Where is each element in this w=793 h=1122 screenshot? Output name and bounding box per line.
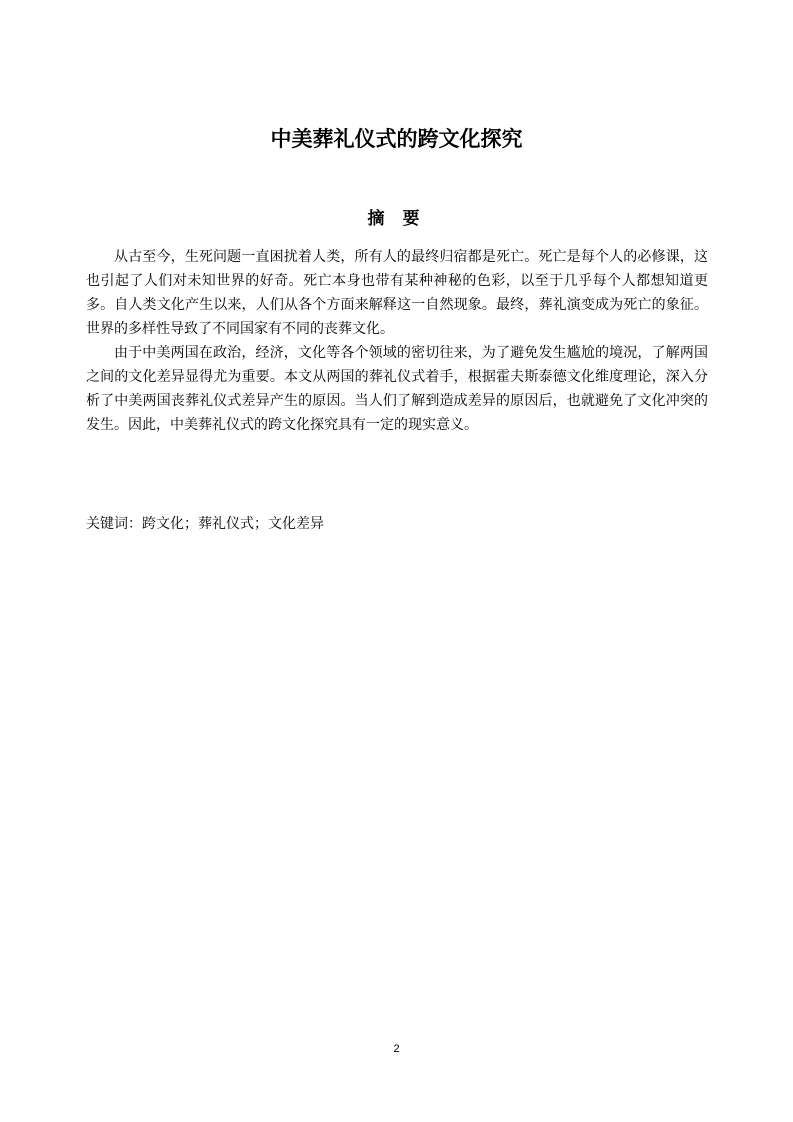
abstract-body: [86, 245, 708, 437]
keywords-value: 跨文化；葬礼仪式；文化差异: [142, 516, 324, 532]
page-number: 2: [393, 1043, 400, 1055]
document-title: 中美葬礼仪式的跨文化探究: [270, 127, 523, 151]
abstract-paragraph-2: 由于中美两国在政治，经济，文化等各个领域的密切往来，为了避免发生尴尬的境况，了解两国之间的文化差异显得尤为重要。本文从两国的葬礼仪式着手，根据霍夫斯泰德文化维度理论，深入分析了中美两国丧葬礼仪式差异产生的原因。当人们了解到造成差异的原因后，也就避免了文化冲突的发生。因此，中美葬礼仪式的跨文化探究具有一定的现实意义。: [86, 345, 708, 433]
abstract-paragraph-1: 从古至今，生死问题一直困扰着人类，所有人的最终归宿都是死亡。死亡是每个人的必修课，这也引起了人们对未知世界的好奇。死亡本身也带有某种神秘的色彩，以至于几乎每个人都想知道更多。自人类文化产生以来，人们从各个方面来解释这一自然现象。最终，葬礼演变成为死亡的象征。世界的多样性导致了不同国家有不同的丧葬文化。: [86, 249, 708, 337]
keywords-label: 关键词：: [86, 516, 142, 532]
keywords-line: [86, 512, 324, 536]
abstract-heading: 摘 要: [367, 209, 426, 229]
